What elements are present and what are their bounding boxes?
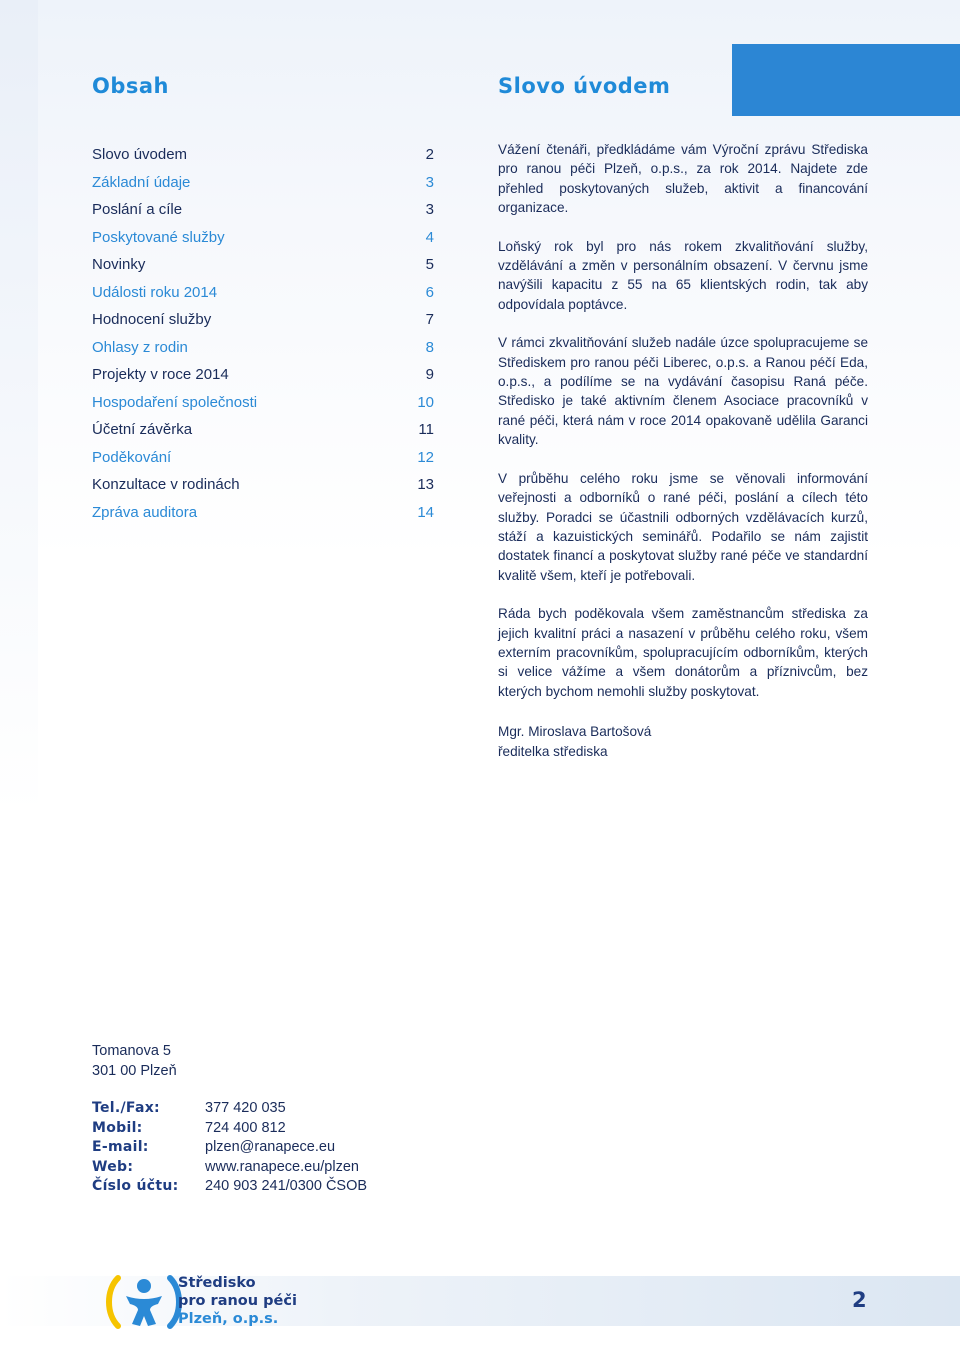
toc-item[interactable]: Poslání a cíle 3 xyxy=(92,201,434,218)
contact-row: E-mail: plzen@ranapece.eu xyxy=(92,1139,336,1156)
paragraph: V rámci zkvalitňování služeb nadále úzce spolupracujeme se Střediskem pro ranou péči Liberec, o.p.s. a Ranou péčí Eda, o.p.s., a podílíme se na vydávání časopisu Raná péče. Středisko je také aktivním členem Asociace pracovníků v rané péči, která nám v roce 2014 opakovaně udělila Garanci kvality. xyxy=(498,335,868,448)
toc-item[interactable]: Hospodaření společnosti 10 xyxy=(92,393,434,411)
toc-item[interactable]: Konzultace v rodinách 13 xyxy=(92,476,434,493)
signature-role: ředitelka střediska xyxy=(498,744,608,760)
paragraph: Loňský rok byl pro nás rokem zkvalitňování služby, vzdělávání a změn v personálním obsazení. V červnu jsme navýšili kapacitu z 55 na 65 klientských rodin, tak aby odpovídala poptávce. xyxy=(498,238,868,312)
postal-address xyxy=(92,1042,177,1081)
toc-item[interactable]: Základní údaje 3 xyxy=(92,173,434,191)
table-of-contents xyxy=(92,146,434,531)
contact-list xyxy=(92,1100,367,1198)
signature-name: Mgr. Miroslava Bartošová xyxy=(498,724,652,740)
signature xyxy=(498,722,868,762)
web-link[interactable]: www.ranapece.eu/plzen xyxy=(205,1158,359,1175)
foreword-title: Slovo úvodem xyxy=(498,74,671,98)
left-margin-strip xyxy=(0,0,38,1358)
foreword-text xyxy=(498,140,868,762)
toc-item[interactable]: Poděkování 12 xyxy=(92,448,434,466)
toc-item[interactable]: Události roku 2014 6 xyxy=(92,283,434,301)
paragraph: V průběhu celého roku jsme se věnovali informování veřejnosti a odborníků o rané péči, poslání a cílech této služby. Poradci se účastnili odborných vzdělávacích kurzů, stáží a kazuistických seminářů. Podařilo se nám zajistit dostatek financí a poskytovat služby rané péče ve standardní kvalitě všem, kteří je potřebovali. xyxy=(498,470,868,583)
contents-title: Obsah xyxy=(92,74,170,98)
page-number: 2 xyxy=(852,1288,867,1312)
address-city: 301 00 Plzeň xyxy=(92,1062,177,1079)
organization-logo-text: Středisko pro ranou péči Plzeň, o.p.s. xyxy=(178,1275,297,1327)
contact-row: Tel./Fax: 377 420 035 xyxy=(92,1100,286,1116)
paragraph: Ráda bych poděkovala všem zaměstnancům střediska za jejich kvalitní práci a nasazení v průběhu celého roku, všem externím pracovníkům, spolupracujícím odborníkům, kterých si velice vážíme a všem donátorům a příznivcům, bez kterých bychom nemohli služby poskytovat. xyxy=(498,606,868,699)
paragraph: Vážení čtenáři, předkládáme vám Výroční zprávu Střediska pro ranou péči Plzeň, o.p.s., za rok 2014. Najdete zde přehled poskytovaných služeb, aktivit a financování organizace. xyxy=(498,142,868,216)
toc-item[interactable]: Poskytované služby 4 xyxy=(92,228,434,246)
toc-item[interactable]: Projekty v roce 2014 9 xyxy=(92,366,434,383)
toc-item[interactable]: Účetní závěrka 11 xyxy=(92,421,434,438)
contact-row: Mobil: 724 400 812 xyxy=(92,1119,286,1136)
toc-item[interactable]: Hodnocení služby 7 xyxy=(92,311,434,328)
toc-item[interactable]: Ohlasy z rodin 8 xyxy=(92,338,434,356)
address-street: Tomanova 5 xyxy=(92,1043,171,1059)
contact-row: Číslo účtu: 240 903 241/0300 ČSOB xyxy=(92,1178,368,1195)
contact-row: Web: www.ranapece.eu/plzen xyxy=(92,1158,359,1175)
email-link[interactable]: plzen@ranapece.eu xyxy=(205,1139,336,1156)
toc-item[interactable]: Zpráva auditora 14 xyxy=(92,503,434,521)
header-accent-block xyxy=(732,44,960,116)
toc-item[interactable]: Slovo úvodem 2 xyxy=(92,146,434,163)
toc-item[interactable]: Novinky 5 xyxy=(92,256,434,273)
